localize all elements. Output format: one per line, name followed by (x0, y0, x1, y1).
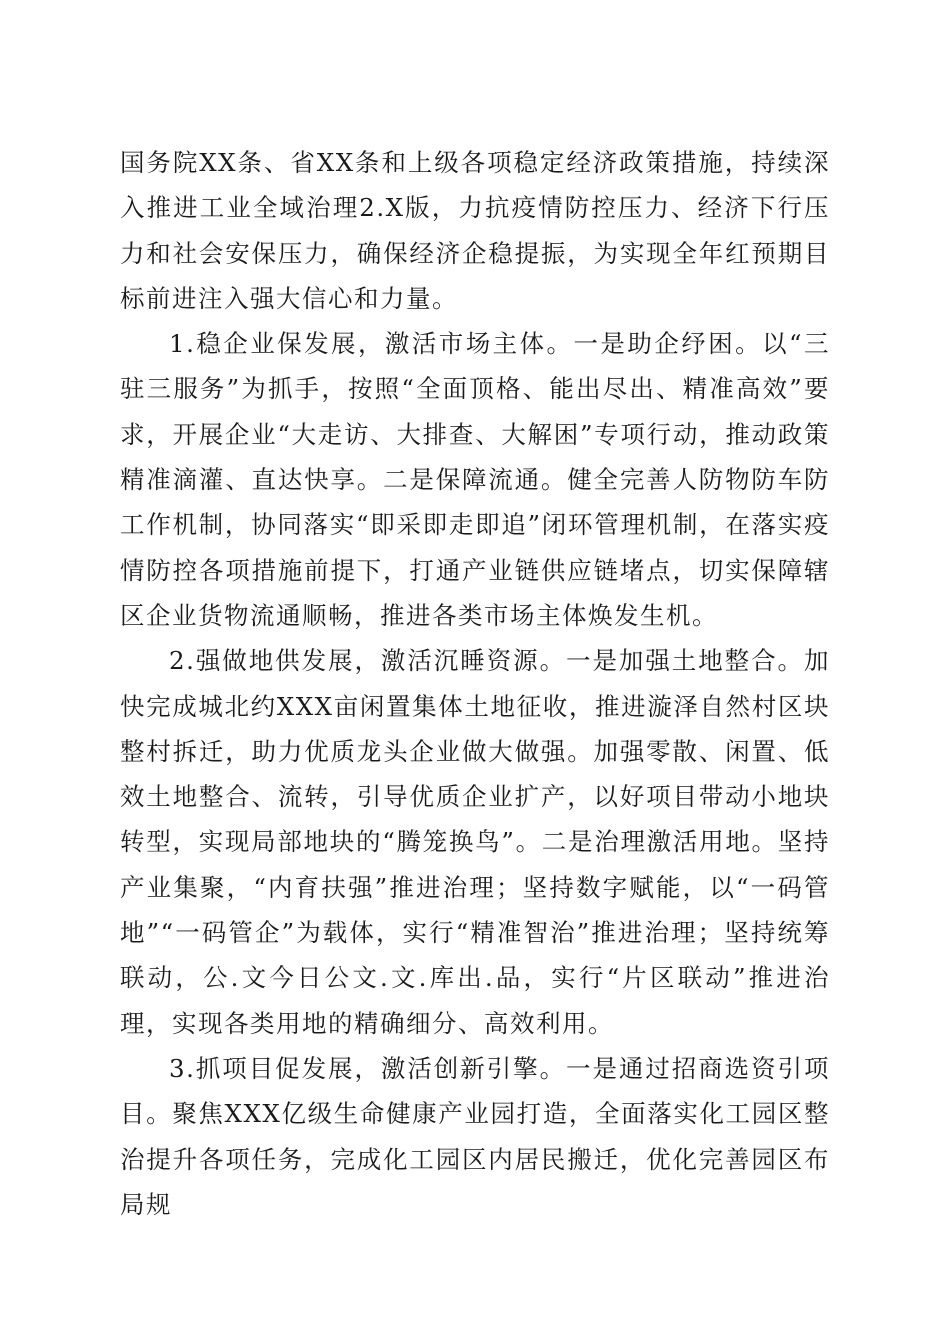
paragraph-item-3: 3.抓项目促发展，激活创新引擎。一是通过招商选资引项目。聚焦XXX亿级生命健康产业园打造，全面落实化工园区整治提升各项任务，完成化工园区内居民搬迁，优化完善园区布局规 (120, 1053, 830, 1219)
document-body (120, 140, 830, 1227)
paragraph-item-1: 1.稳企业保发展，激活市场主体。一是助企纾困。以“三驻三服务”为抓手，按照“全面顶格、能出尽出、精准高效”要求，开展企业“大走访、大排查、大解困”专项行动，推动政策精准滴灌、直达快享。二是保障流通。健全完善人防物防车防工作机制，协同落实“即采即走即追”闭环管理机制，在落实疫情防控各项措施前提下，打通产业链供应链堵点，切实保障辖区企业货物流通顺畅，推进各类市场主体焕发生机。 (120, 329, 830, 630)
paragraph-item-2: 2.强做地供发展，激活沉睡资源。一是加强土地整合。加快完成城北约XXX亩闲置集体土地征收，推进漩泽自然村区块整村拆迁，助力优质龙头企业做大做强。加强零散、闲置、低效土地整合、流转，引导优质企业扩产，以好项目带动小地块转型，实现局部地块的“腾笼换鸟”。二是治理激活用地。坚持产业集聚，“内育扶强”推进治理；坚持数字赋能，以“一码管地”“一码管企”为载体，实行“精准智治”推进治理；坚持统筹联动，公.文今日公文.文.库出.品，实行“片区联动”推进治理，实现各类用地的精确细分、高效利用。 (120, 646, 830, 1038)
paragraph-intro: 国务院XX条、省XX条和上级各项稳定经济政策措施，持续深入推进工业全域治理2.X版，力抗疫情防控压力、经济下行压力和社会安保压力，确保经济企稳提振，为实现全年红预期目标前进注入强大信心和力量。 (120, 148, 830, 313)
